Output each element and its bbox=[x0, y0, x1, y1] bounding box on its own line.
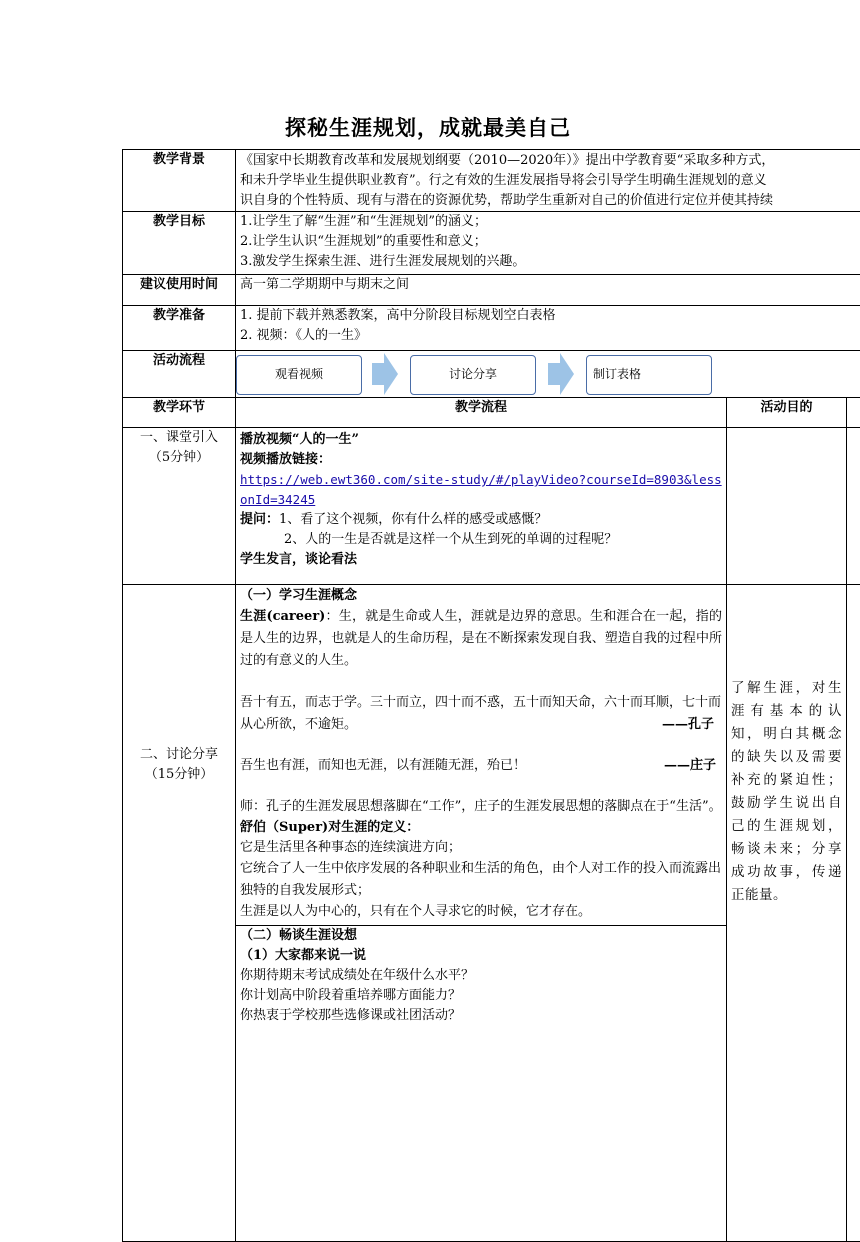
discussion-stage-cell bbox=[123, 585, 236, 1242]
column-header-row bbox=[123, 398, 860, 428]
process-header: 教学流程 bbox=[236, 398, 727, 428]
time-value: 高一第二学期期中与期末之间 bbox=[236, 275, 860, 306]
extra-column-cell bbox=[847, 585, 860, 1242]
flow-row bbox=[123, 351, 860, 398]
goals-row bbox=[123, 212, 860, 275]
super-point: 生涯是以人为中心的，只有在个人寻求它的时候，它才存在。 bbox=[240, 902, 722, 925]
flow-step-discuss: 讨论分享 bbox=[410, 355, 536, 395]
flow-step-watch-video: 观看视频 bbox=[236, 355, 362, 395]
lesson-plan-table bbox=[122, 149, 860, 1242]
section-discussion-row bbox=[123, 585, 860, 1242]
extra-column-cell bbox=[847, 428, 860, 585]
discussion-question: 你计划高中阶段着重培养哪方面能力？ bbox=[240, 986, 722, 1006]
background-label: 教学背景 bbox=[123, 150, 236, 212]
flow-step-make-table: 制订表格 bbox=[586, 355, 712, 395]
purpose-text: 了解生涯，对生涯有基本的认知，明白其概念的缺失以及需要补充的紧迫性；鼓励学生说出自己的生涯规划，畅谈未来；分享成功故事，传递正能量。 bbox=[731, 677, 842, 907]
part2-block bbox=[236, 925, 726, 1026]
career-definition: 生涯(career)：生，就是生命或人生，涯就是边界的意思。生和涯合在一起，指的是人生的边界，也就是人的生命历程，是在不断探索发现自我、塑造自我的过程中所过的有意义的人生。 bbox=[240, 606, 722, 672]
super-title: 舒伯（Super)对生涯的定义： bbox=[240, 818, 722, 838]
prep-label: 教学准备 bbox=[123, 306, 236, 351]
prep-content: 1. 提前下载并熟悉教案，高中分阶段目标规划空白表格 2. 视频：《人的一生》 bbox=[236, 306, 860, 351]
background-content: 《国家中长期教育改革和发展规划纲要（2010—2020年）》提出中学教育要“采取多种方式， 和未升学毕业生提供职业教育”。行之有效的生涯发展指导将会引导学生明确生涯规划的意义 识自身的个性特质、现有与潜在的资源优势，帮助学生重新对自己的价值进行定位并使其持续 bbox=[236, 150, 860, 212]
part1-title: （一）学习生涯概念 bbox=[240, 586, 722, 606]
flow-label: 活动流程 bbox=[123, 351, 236, 398]
video-title: 播放视频“人的一生” bbox=[240, 430, 722, 450]
super-point: 它是生活里各种事态的连续演进方向； bbox=[240, 838, 722, 858]
discussion-stage-name: 二、讨论分享 bbox=[127, 745, 231, 765]
prep-row bbox=[123, 306, 860, 351]
confucius-quote: 吾十有五，而志于学。三十而立，四十而不惑，五十而知天命，六十而耳顺，七十而从心所欲，不逾矩。 ——孔子 bbox=[240, 692, 722, 736]
intro-closing: 学生发言，谈论看法 bbox=[240, 550, 722, 570]
discussion-process-cell bbox=[236, 585, 727, 1242]
intro-purpose-cell bbox=[727, 428, 847, 585]
intro-stage-name: 一、课堂引入 bbox=[127, 428, 231, 448]
discussion-purpose-cell bbox=[727, 585, 847, 1242]
teacher-note: 师：孔子的生涯发展思想落脚在“工作”，庄子的生涯发展思想的落脚点在于“生活”。 bbox=[240, 796, 722, 818]
part2-subtitle: （1）大家都来说一说 bbox=[240, 946, 722, 966]
flow-diagram bbox=[236, 351, 860, 398]
discussion-question: 你期待期末考试成绩处在年级什么水平？ bbox=[240, 966, 722, 986]
intro-duration: （5分钟） bbox=[127, 448, 231, 468]
section-intro-row bbox=[123, 428, 860, 585]
goals-label: 教学目标 bbox=[123, 212, 236, 275]
page-title: 探秘生涯规划，成就最美自己 bbox=[0, 112, 860, 142]
arrow-right-icon bbox=[372, 353, 398, 395]
discussion-question: 你热衷于学校那些选修课或社团活动？ bbox=[240, 1006, 722, 1026]
video-link[interactable]: https://web.ewt360.com/site-study/#/playVideo?courseId=8903&lessonId=34245 bbox=[240, 470, 722, 510]
arrow-right-icon bbox=[548, 353, 574, 395]
zhuangzi-quote: 吾生也有涯，而知也无涯，以有涯随无涯，殆已！ ——庄子 bbox=[240, 756, 722, 776]
intro-stage-cell bbox=[123, 428, 236, 585]
part2-title: （二）畅谈生涯设想 bbox=[240, 926, 722, 946]
intro-process-cell bbox=[236, 428, 727, 585]
stage-header: 教学环节 bbox=[123, 398, 236, 428]
question-1: 提问：1、看了这个视频，你有什么样的感受或感慨？ bbox=[240, 510, 722, 530]
question-2: 2、人的一生是否就是这样一个从生到死的单调的过程呢？ bbox=[240, 530, 722, 550]
link-label: 视频播放链接： bbox=[240, 450, 722, 470]
extra-column-cell bbox=[847, 398, 860, 428]
discussion-duration: （15分钟） bbox=[127, 765, 231, 785]
super-point: 它统合了人一生中依序发展的各种职业和生活的角色，由个人对工作的投入而流露出独特的自我发展形式； bbox=[240, 858, 722, 902]
background-row bbox=[123, 150, 860, 212]
time-label: 建议使用时间 bbox=[123, 275, 236, 306]
goals-content: 1.让学生了解“生涯”和“生涯规划”的涵义； 2.让学生认识“生涯规划”的重要性和意义； 3.激发学生探索生涯、进行生涯发展规划的兴趣。 bbox=[236, 212, 860, 275]
time-row bbox=[123, 275, 860, 306]
purpose-header: 活动目的 bbox=[727, 398, 847, 428]
